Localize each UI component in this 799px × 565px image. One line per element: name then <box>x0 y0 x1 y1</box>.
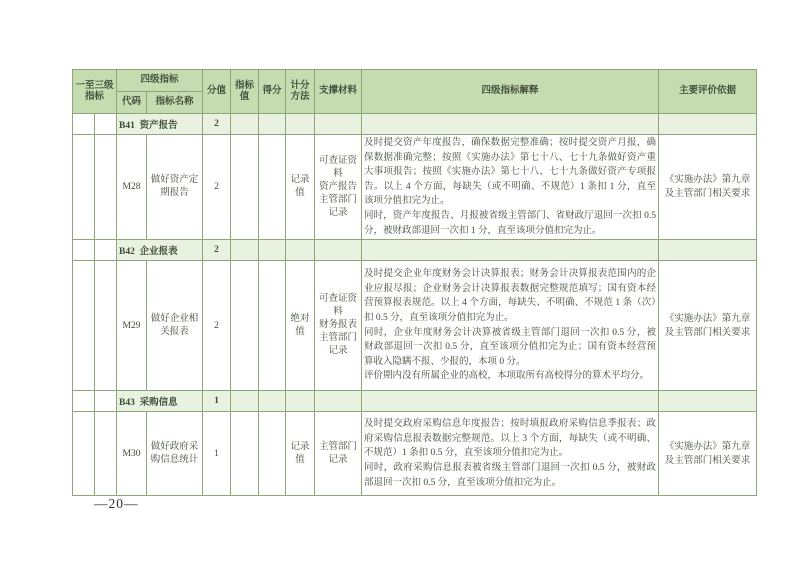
support-material <box>315 135 362 240</box>
indicator-score: 2 <box>203 261 231 391</box>
empty-cell <box>315 391 362 412</box>
material-line: 可查证资料 <box>319 155 358 179</box>
empty-cell <box>659 240 757 261</box>
empty-cell <box>315 114 362 135</box>
indicator-code: M30 <box>117 412 147 496</box>
empty-cell <box>362 391 659 412</box>
material-line: 主管部门记录 <box>319 333 358 357</box>
indicator-value-cell <box>231 135 259 240</box>
material-line: 财务报表 <box>319 320 358 331</box>
empty-cell <box>259 114 286 135</box>
page-number: —20— <box>94 496 139 511</box>
indicator-points-cell <box>259 135 286 240</box>
section-row-b42 <box>73 240 757 261</box>
section-title <box>117 114 203 135</box>
evaluation-basis: 《实施办法》第九章及主管部门相关要求 <box>659 412 757 496</box>
section-score: 2 <box>203 240 231 261</box>
explanation-paragraph: 同时，政府采购信息报表被省级主管部门退回一次扣 0.5 分，被财政部退回一次扣 0.5 分，直至该项分值扣完为止。 <box>364 462 657 488</box>
section-score: 2 <box>203 114 231 135</box>
empty-cell <box>73 261 95 391</box>
empty-cell <box>95 412 117 496</box>
scoring-method: 记录值 <box>286 412 315 496</box>
indicator-row-m30 <box>73 412 757 496</box>
indicator-name: 做好资产定期报告 <box>147 135 203 240</box>
header-explanation: 四级指标解释 <box>362 70 659 114</box>
header-level123: 一至三级指标 <box>73 70 117 114</box>
scoring-method: 绝对值 <box>286 261 315 391</box>
section-score: 1 <box>203 391 231 412</box>
indicator-code: M28 <box>117 135 147 240</box>
explanation-paragraph: 及时提交政府采购信息年度报告；按时填报政府采购信息季报表；政府采购信息报表数据完整规范。以上 3 个方面，每缺失（或不明确、不规范）1 条扣 0.5 分，直至该项分值扣完为止。 <box>364 419 657 459</box>
material-line: 主管部门记录 <box>319 441 358 465</box>
empty-cell <box>259 391 286 412</box>
indicator-score: 1 <box>203 412 231 496</box>
empty-cell <box>95 135 117 240</box>
indicator-score: 2 <box>203 135 231 240</box>
explanation-paragraph: 及时提交资产年度报告，确保数据完整准确；按时提交资产月报，确保数据准确完整；按照《实施办法》第七十八、七十九条做好资产重大事项报告；按照《实施办法》第七十八、七十九条做好资产专项报告。以上 4 个方面，每缺失（或不明确、不规范）1 条扣 1 分，直至该项分值扣完为止。 <box>364 138 657 207</box>
header-code: 代码 <box>117 92 147 114</box>
header-level4: 四级指标 <box>117 70 203 92</box>
empty-cell <box>362 114 659 135</box>
explanation-paragraph: 评价期内没有所属企业的高校，本项取所有高校得分的算术平均分。 <box>364 371 650 382</box>
explanation-paragraph: 及时提交企业年度财务会计决算报表；财务会计决算报表范围内的企业应报尽报；企业财务会计决算报表数据完整规范填写；国有资本经营预算报表规范。以上 4 个方面，每缺失、不明确、不规范 1 条（次）扣 0.5 分，直至该项分值扣完为止。 <box>364 269 657 324</box>
evaluation-basis: 《实施办法》第九章及主管部门相关要求 <box>659 261 757 391</box>
empty-cell <box>286 114 315 135</box>
section-row-b43 <box>73 391 757 412</box>
empty-cell <box>95 114 117 135</box>
indicator-points-cell <box>259 261 286 391</box>
header-value: 指标值 <box>231 70 259 114</box>
indicator-row-m28 <box>73 135 757 240</box>
section-code: B41 <box>119 121 135 131</box>
indicator-explanation <box>362 135 659 240</box>
indicator-explanation <box>362 412 659 496</box>
empty-cell <box>73 412 95 496</box>
section-title <box>117 240 203 261</box>
empty-cell <box>95 261 117 391</box>
section-code: B43 <box>119 398 135 409</box>
empty-cell <box>231 114 259 135</box>
indicator-name: 做好企业相关报表 <box>147 261 203 391</box>
empty-cell <box>286 240 315 261</box>
empty-cell <box>659 391 757 412</box>
indicator-code: M29 <box>117 261 147 391</box>
empty-cell <box>73 240 95 261</box>
section-code: B42 <box>119 247 135 258</box>
empty-cell <box>259 240 286 261</box>
header-score: 分值 <box>203 70 231 114</box>
material-line: 主管部门记录 <box>319 194 358 218</box>
header-points: 得分 <box>259 70 286 114</box>
empty-cell <box>95 240 117 261</box>
empty-cell <box>315 240 362 261</box>
indicator-row-m29 <box>73 261 757 391</box>
indicator-points-cell <box>259 412 286 496</box>
material-line: 可查证资料 <box>319 294 358 318</box>
header-basis: 主要评价依据 <box>659 70 757 114</box>
explanation-paragraph: 同时，资产年度报告、月报被省级主管部门、省财政厅退回一次扣 0.5 分，被财政部退回一次扣 1 分，直至该项分值扣完为止。 <box>364 210 657 236</box>
material-line: 资产报告 <box>319 181 358 192</box>
section-title <box>117 391 203 412</box>
empty-cell <box>659 114 757 135</box>
header-row-1 <box>73 70 757 92</box>
empty-cell <box>362 240 659 261</box>
empty-cell <box>95 391 117 412</box>
header-name: 指标名称 <box>147 92 203 114</box>
empty-cell <box>73 391 95 412</box>
support-material <box>315 412 362 496</box>
section-name: 采购信息 <box>139 398 178 409</box>
support-material <box>315 261 362 391</box>
empty-cell <box>73 114 95 135</box>
header-material: 支撑材料 <box>315 70 362 114</box>
empty-cell <box>286 391 315 412</box>
section-name: 企业报表 <box>139 247 178 258</box>
header-method: 计分方法 <box>286 70 315 114</box>
section-row-b41 <box>73 114 757 135</box>
indicator-explanation <box>362 261 659 391</box>
indicator-value-cell <box>231 261 259 391</box>
explanation-paragraph: 同时，企业年度财务会计决算被省级主管部门退回一次扣 0.5 分，被财政部退回一次扣 0.5 分，直至该项分值扣完为止；国有资本经营预算收入隐瞒不报、少报的，本项 0 分。 <box>364 327 657 367</box>
indicator-table <box>72 69 757 496</box>
empty-cell <box>231 240 259 261</box>
indicator-value-cell <box>231 412 259 496</box>
section-name: 资产报告 <box>139 121 178 131</box>
evaluation-basis: 《实施办法》第九章及主管部门相关要求 <box>659 135 757 240</box>
indicator-name: 做好政府采购信息统计 <box>147 412 203 496</box>
empty-cell <box>231 391 259 412</box>
scoring-method: 记录值 <box>286 135 315 240</box>
empty-cell <box>73 135 95 240</box>
